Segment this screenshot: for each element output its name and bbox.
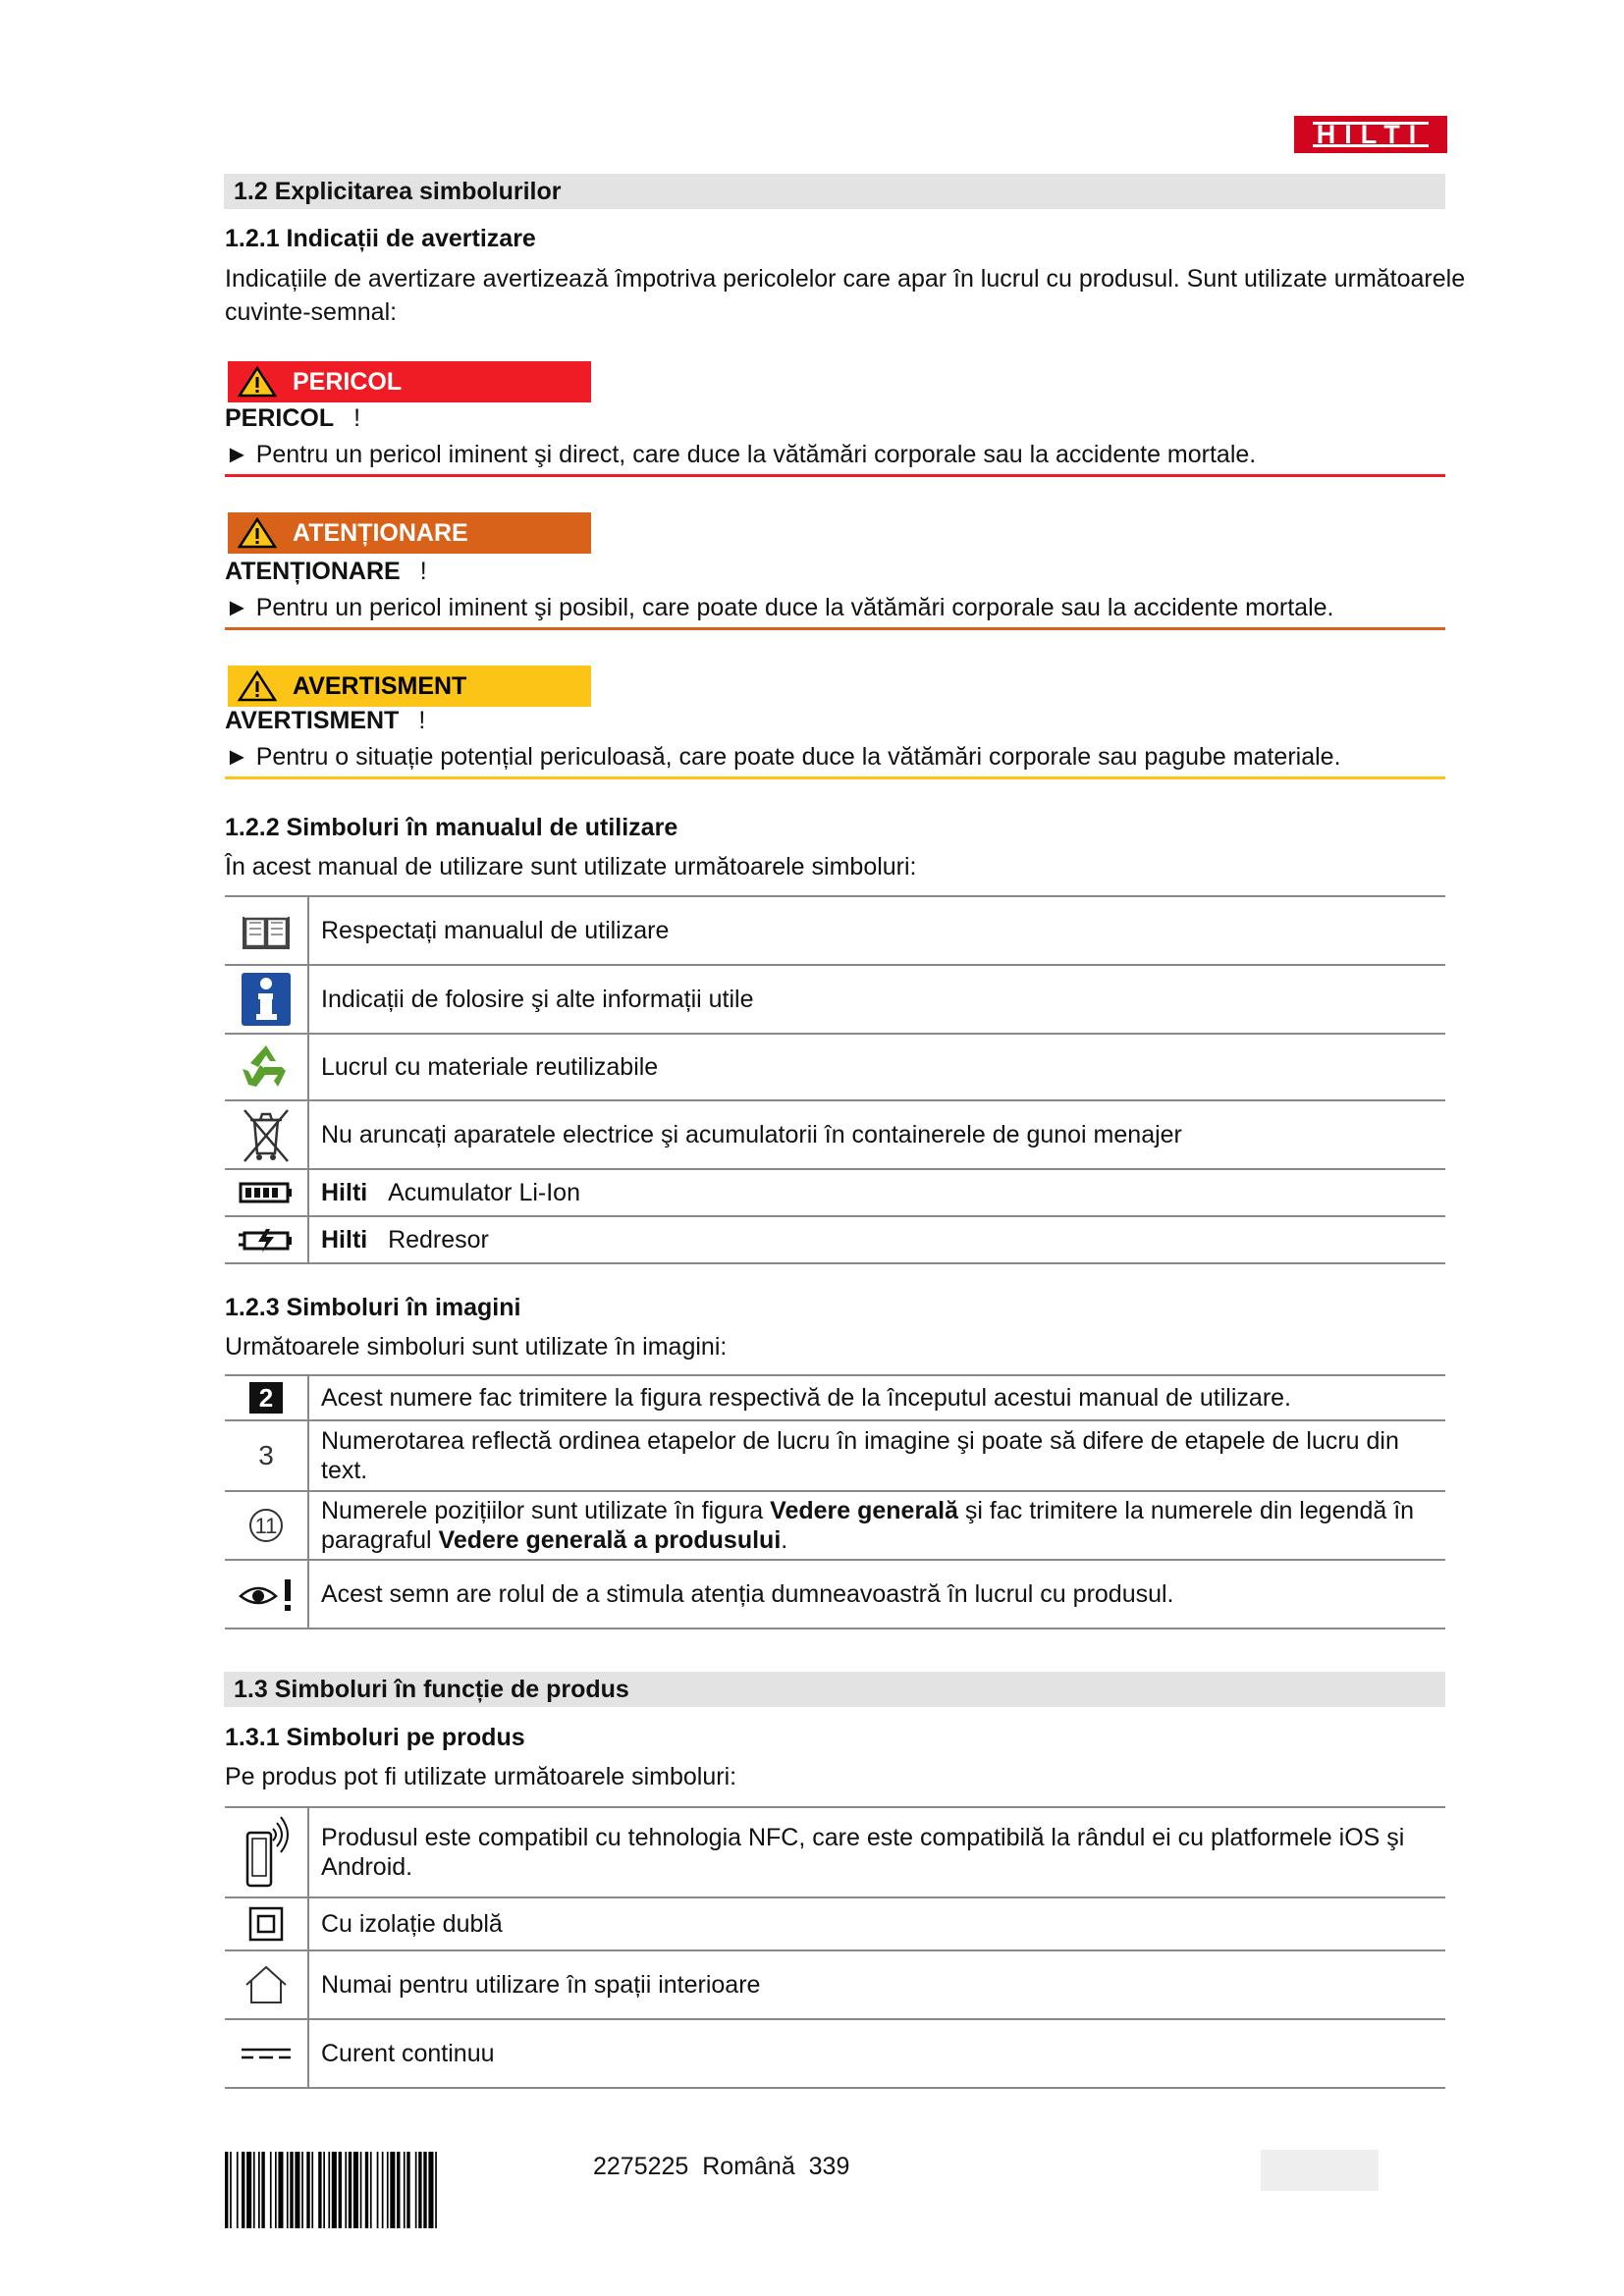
recycle-icon bbox=[225, 1034, 308, 1100]
table-row bbox=[225, 1807, 1445, 1897]
barcode-bar bbox=[360, 2152, 362, 2228]
symbol-description: Indicații de folosire şi alte informații utile bbox=[308, 965, 1445, 1034]
barcode-bar bbox=[328, 2152, 330, 2228]
intro-paragraph-1-2-2: În acest manual de utilizare sunt utilizate următoarele simboluri: bbox=[225, 853, 917, 881]
barcode-bar bbox=[301, 2152, 303, 2228]
warning-rule-warning bbox=[225, 776, 1445, 779]
table-row bbox=[225, 1560, 1445, 1629]
barcode-bar bbox=[287, 2152, 289, 2228]
barcode-bar bbox=[246, 2152, 251, 2228]
manual-symbols-table bbox=[225, 895, 1445, 1264]
table-row bbox=[225, 1216, 1445, 1263]
nfc-phone-icon bbox=[225, 1807, 308, 1897]
barcode-bar bbox=[332, 2152, 337, 2228]
direct-current-icon bbox=[225, 2019, 308, 2088]
barcode-bar bbox=[345, 2152, 347, 2228]
indoor-house-icon bbox=[225, 1950, 308, 2019]
barcode-bar bbox=[382, 2152, 384, 2228]
eye-attention-icon bbox=[225, 1560, 308, 1629]
footer-text: 2275225 Română 339 bbox=[593, 2153, 850, 2180]
barcode-bar bbox=[306, 2152, 309, 2228]
symbol-description: Acest numere fac trimitere la figura respectivă de la începutul acestui manual de utilizare. bbox=[308, 1375, 1445, 1420]
warning-label-caution: ATENȚIONARE bbox=[228, 512, 591, 554]
table-row bbox=[225, 1100, 1445, 1169]
table-row bbox=[225, 2019, 1445, 2088]
warning-text-caution: ► Pentru un pericol iminent şi posibil, care poate duce la vătămări corporale sau la accidente mortale. bbox=[225, 594, 1334, 621]
figure-number-icon bbox=[225, 1375, 308, 1420]
symbol-description: Acest semn are rolul de a stimula atenția dumneavoastră în lucrul cu produsul. bbox=[308, 1560, 1445, 1629]
barcode-bar bbox=[230, 2152, 232, 2228]
warning-label-warning: AVERTISMENT bbox=[228, 666, 591, 707]
barcode-bar bbox=[258, 2152, 260, 2228]
barcode-bar bbox=[237, 2152, 239, 2228]
barcode-bar bbox=[406, 2152, 409, 2228]
warning-title-caution: ATENȚIONARE ! bbox=[225, 558, 427, 585]
product-symbols-table bbox=[225, 1806, 1445, 2089]
subsection-heading-1-2-3: 1.2.3 Simboluri în imagini bbox=[225, 1294, 521, 1321]
barcode-bar bbox=[290, 2152, 293, 2228]
barcode-bar bbox=[415, 2152, 417, 2228]
barcode-bar bbox=[387, 2152, 389, 2228]
barcode-bar bbox=[418, 2152, 421, 2228]
barcode-bar bbox=[365, 2152, 368, 2228]
subsection-heading-1-2-2: 1.2.2 Simboluri în manualul de utilizare bbox=[225, 814, 678, 841]
barcode-bar bbox=[353, 2152, 358, 2228]
table-row bbox=[225, 1950, 1445, 2019]
barcode-bar bbox=[423, 2152, 426, 2228]
barcode-bar bbox=[253, 2152, 255, 2228]
barcode-bar bbox=[370, 2152, 372, 2228]
barcode-bar bbox=[349, 2152, 352, 2228]
barcode-bar bbox=[311, 2152, 313, 2228]
subsection-heading-1-3-1: 1.3.1 Simboluri pe produs bbox=[225, 1724, 525, 1751]
table-row bbox=[225, 1034, 1445, 1100]
warning-triangle-icon bbox=[238, 517, 277, 549]
symbol-description: Numai pentru utilizare în spații interioare bbox=[308, 1950, 1445, 2019]
barcode-bar bbox=[318, 2152, 321, 2228]
section-heading-1-3: 1.3 Simboluri în funcție de produs bbox=[224, 1672, 1445, 1707]
subsection-heading-1-2-1: 1.2.1 Indicații de avertizare bbox=[225, 225, 536, 252]
warning-text-warning: ► Pentru o situație potențial periculoasă, care poate duce la vătămări corporale sau pagube materiale. bbox=[225, 743, 1341, 771]
barcode-bar bbox=[275, 2152, 277, 2228]
charger-icon bbox=[225, 1216, 308, 1263]
symbol-description: Curent continuu bbox=[308, 2019, 1445, 2088]
footer-page-tab bbox=[1261, 2150, 1379, 2191]
barcode-bar bbox=[390, 2152, 395, 2228]
table-row bbox=[225, 1169, 1445, 1216]
symbol-description: Hilti Acumulator Li-Ion bbox=[308, 1169, 1445, 1216]
warning-rule-danger bbox=[225, 474, 1445, 477]
table-row bbox=[225, 1897, 1445, 1950]
intro-paragraph-1-2-1: Indicațiile de avertizare avertizează împotriva pericolelor care apar în lucrul cu produsul. Sunt utilizate următoarele cuvinte-semnal: bbox=[225, 265, 1466, 326]
symbol-description: Cu izolație dublă bbox=[308, 1897, 1445, 1950]
table-row bbox=[225, 896, 1445, 965]
symbol-description: Respectați manualul de utilizare bbox=[308, 896, 1445, 965]
barcode-bar bbox=[295, 2152, 299, 2228]
intro-paragraph-1-3-1: Pe produs pot fi utilizate următoarele simboluri: bbox=[225, 1763, 737, 1790]
warning-rule-caution bbox=[225, 627, 1445, 630]
warning-label-danger: PERICOL bbox=[228, 361, 591, 402]
barcode bbox=[225, 2152, 563, 2228]
warning-title-danger: PERICOL ! bbox=[225, 404, 361, 432]
barcode-bar bbox=[339, 2152, 342, 2228]
symbol-description: Hilti Redresor bbox=[308, 1216, 1445, 1263]
crossed-bin-icon bbox=[225, 1100, 308, 1169]
battery-icon bbox=[225, 1169, 308, 1216]
barcode-bar bbox=[397, 2152, 400, 2228]
svg-text:11: 11 bbox=[254, 1514, 278, 1538]
barcode-bar bbox=[404, 2152, 406, 2228]
barcode-bar bbox=[270, 2152, 272, 2228]
symbol-description: Lucrul cu materiale reutilizabile bbox=[308, 1034, 1445, 1100]
symbol-description: Numerotarea reflectă ordinea etapelor de lucru în imagine şi poate să difere de etapele de lucru din text. bbox=[308, 1420, 1445, 1491]
warning-triangle-icon bbox=[238, 670, 277, 702]
table-row bbox=[225, 1420, 1445, 1491]
barcode-bar bbox=[428, 2152, 433, 2228]
barcode-bar bbox=[261, 2152, 264, 2228]
table-row bbox=[225, 1375, 1445, 1420]
barcode-bar bbox=[242, 2152, 244, 2228]
intro-paragraph-1-2-3: Următoarele simboluri sunt utilizate în imagini: bbox=[225, 1333, 728, 1361]
barcode-bar bbox=[225, 2152, 228, 2228]
warning-triangle-icon bbox=[238, 366, 277, 398]
step-number-icon: 3 bbox=[225, 1420, 308, 1491]
table-row bbox=[225, 1491, 1445, 1560]
barcode-bar bbox=[323, 2152, 325, 2228]
symbol-description: Nu aruncați aparatele electrice şi acumulatorii în containerele de gunoi menajer bbox=[308, 1100, 1445, 1169]
symbol-description: Produsul este compatibil cu tehnologia NFC, care este compatibilă la rândul ei cu platformele iOS şi Android. bbox=[308, 1807, 1445, 1897]
barcode-bar bbox=[377, 2152, 379, 2228]
image-symbols-table bbox=[225, 1374, 1445, 1629]
warning-title-warning: AVERTISMENT ! bbox=[225, 707, 426, 734]
symbol-description: Numerele pozițiilor sunt utilizate în figura Vedere generală şi fac trimitere la numerele din legendă în paragraful Vedere generală a produsului. bbox=[308, 1491, 1445, 1560]
info-icon bbox=[225, 965, 308, 1034]
position-number-icon bbox=[225, 1491, 308, 1560]
manual-book-icon bbox=[225, 896, 308, 965]
table-row bbox=[225, 965, 1445, 1034]
section-heading-1-2: 1.2 Explicitarea simbolurilor bbox=[224, 174, 1445, 209]
hilti-logo: HILTI bbox=[1294, 116, 1447, 153]
barcode-bar bbox=[435, 2152, 437, 2228]
warning-text-danger: ► Pentru un pericol iminent şi direct, care duce la vătămări corporale sau la accidente mortale. bbox=[225, 441, 1257, 468]
barcode-bar bbox=[278, 2152, 283, 2228]
double-insulation-icon bbox=[225, 1897, 308, 1950]
svg-text:2: 2 bbox=[258, 1383, 274, 1413]
